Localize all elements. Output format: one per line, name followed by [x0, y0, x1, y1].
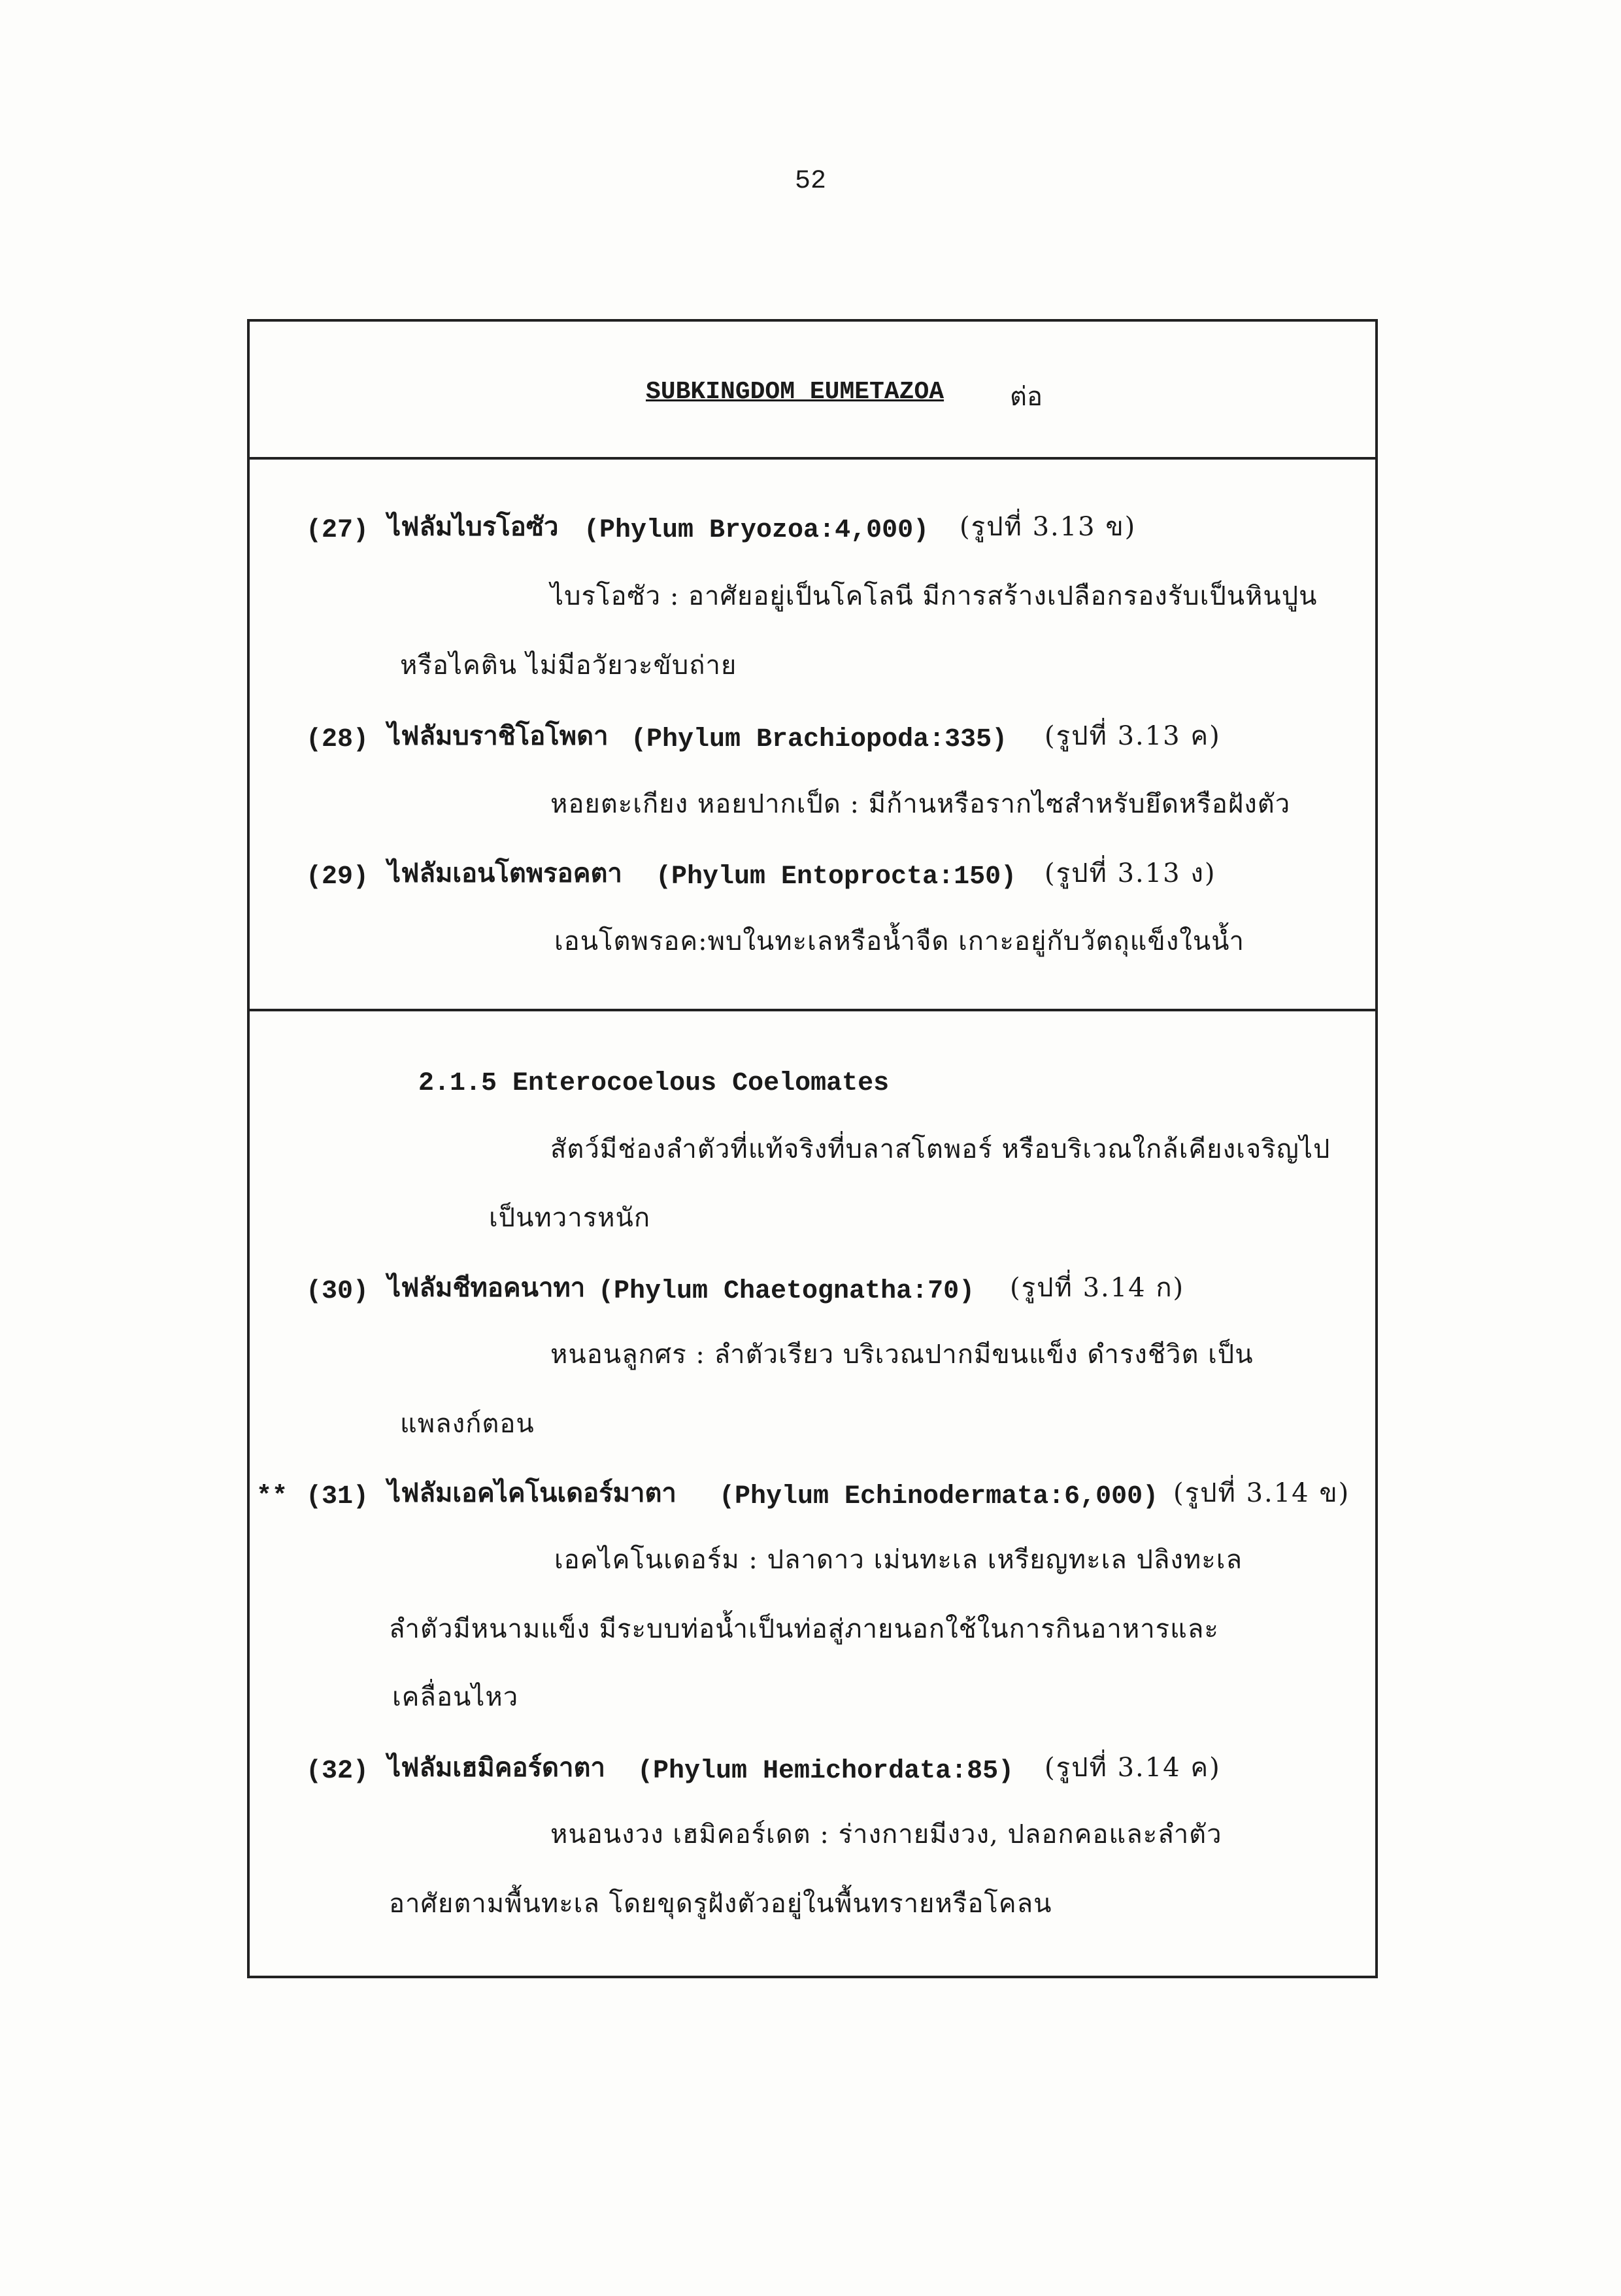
phylum-thai-name: ไฟลัมชีทอคนาทา: [388, 1272, 586, 1303]
phylum-latin-name: (Phylum Entoprocta:150): [656, 862, 1017, 892]
section-divider: [247, 1009, 1378, 1011]
description-line: หนอนงวง เฮมิคอร์เดต : ร่างกายมีงวง, ปลอกคอและลำตัว: [550, 1819, 1222, 1849]
figure-reference: (รูปที่ 3.13 ข): [960, 512, 1137, 542]
description-line: ลำตัวมีหนามแข็ง มีระบบท่อน้ำเป็นท่อสู่ภายนอกใช้ในการกินอาหารและ: [389, 1614, 1219, 1644]
description-line: เอนโตพรอค:พบในทะเลหรือน้ำจืด เกาะอยู่กับวัตถุแข็งในน้ำ: [554, 926, 1245, 956]
important-marker: **: [256, 1482, 288, 1511]
figure-reference: (รูปที่ 3.14 ก): [1010, 1273, 1185, 1303]
phylum-latin-name: (Phylum Brachiopoda:335): [631, 725, 1008, 754]
description-line: อาศัยตามพื้นทะเล โดยขุดรูฝังตัวอยู่ในพื้นทรายหรือโคลน: [389, 1889, 1052, 1919]
figure-reference: (รูปที่ 3.14 ค): [1044, 1753, 1221, 1783]
phylum-thai-name: ไฟลัมเฮมิคอร์ดาตา: [388, 1752, 605, 1783]
page-number: 52: [794, 167, 826, 196]
header-title: SUBKINGDOM EUMETAZOA: [646, 378, 944, 406]
intro-line: สัตว์มีช่องลำตัวที่แท้จริงที่บลาสโตพอร์ หรือบริเวณใกล้เคียงเจริญไป: [550, 1134, 1331, 1164]
figure-reference: (รูปที่ 3.13 ค): [1044, 721, 1221, 751]
figure-reference: (รูปที่ 3.13 ง): [1044, 858, 1216, 888]
phylum-latin-name: (Phylum Bryozoa:4,000): [584, 516, 929, 545]
header-divider: [247, 457, 1378, 460]
entry-number: (31): [306, 1482, 369, 1511]
phylum-thai-name: ไฟลัมไบรโอซัว: [388, 511, 559, 542]
description-line: หอยตะเกียง หอยปากเป็ด : มีก้านหรือรากไซสำหรับยึดหรือฝังตัว: [550, 789, 1291, 819]
entry-number: (29): [306, 862, 369, 892]
entry-number: (30): [306, 1277, 369, 1306]
description-line: หรือไคติน ไม่มีอวัยวะขับถ่าย: [400, 650, 737, 681]
figure-reference: (รูปที่ 3.14 ข): [1173, 1478, 1350, 1508]
entry-number: (28): [306, 725, 369, 754]
description-line: เคลื่อนไหว: [392, 1682, 519, 1712]
phylum-thai-name: ไฟลัมเอนโตพรอคตา: [388, 858, 622, 888]
phylum-latin-name: (Phylum Chaetognatha:70): [598, 1277, 975, 1306]
entry-number: (27): [306, 516, 369, 545]
phylum-thai-name: ไฟลัมบราชิโอโพดา: [388, 720, 609, 751]
description-line: แพลงก์ตอน: [400, 1409, 535, 1439]
intro-line: เป็นทวารหนัก: [489, 1203, 651, 1233]
entry-number: (32): [306, 1757, 369, 1786]
description-line: หนอนลูกศร : ลำตัวเรียว บริเวณปากมีขนแข็ง ดำรงชีวิต เป็น: [550, 1340, 1254, 1370]
phylum-thai-name: ไฟลัมเอคไคโนเดอร์มาตา: [388, 1477, 677, 1508]
description-line: เอคไคโนเดอร์ม : ปลาดาว เม่นทะเล เหรียญทะเล ปลิงทะเล: [554, 1545, 1243, 1575]
description-line: ไบรโอซัว : อาศัยอยู่เป็นโคโลนี มีการสร้างเปลือกรองรับเป็นหินปูน: [550, 581, 1318, 611]
phylum-latin-name: (Phylum Echinodermata:6,000): [719, 1482, 1159, 1511]
section-heading: 2.1.5 Enterocoelous Coelomates: [418, 1069, 890, 1098]
phylum-latin-name: (Phylum Hemichordata:85): [637, 1757, 1014, 1786]
header-continued: ต่อ: [1010, 382, 1043, 412]
